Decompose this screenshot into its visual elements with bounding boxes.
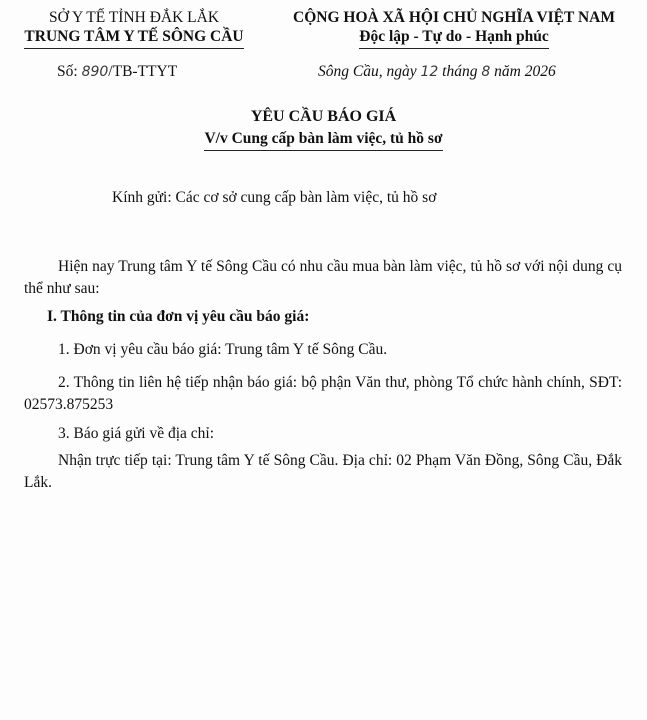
issue-date: Sông Cầu, ngày 12 tháng 8 năm 2026 — [318, 63, 556, 80]
document-title: YÊU CẦU BÁO GIÁ — [250, 108, 397, 125]
item-1: 1. Đơn vị yêu cầu báo giá: Trung tâm Y tế Sông Cầu. — [58, 341, 388, 358]
document-subtitle: V/v Cung cấp bàn làm việc, tủ hồ sơ — [0, 130, 647, 151]
item-2: 2. Thông tin liên hệ tiếp nhận báo giá: bộ phận Văn thư, phòng Tổ chức hành chính, SĐT: 02573.875253 — [24, 374, 622, 413]
center-name: TRUNG TÂM Y TẾ SÔNG CẦU — [24, 27, 243, 49]
issuer-header — [8, 8, 260, 49]
handwritten-number: 890 — [81, 64, 109, 80]
document-number: Số: 890/TB-TTYT — [57, 63, 178, 80]
national-header — [268, 8, 640, 49]
department-name: SỞ Y TẾ TỈNH ĐẮK LẮK — [48, 9, 220, 26]
national-motto: Độc lập - Tự do - Hạnh phúc — [359, 27, 548, 49]
recipient-line: Kính gửi: Các cơ sở cung cấp bàn làm việc, tủ hồ sơ — [112, 189, 437, 206]
handwritten-month: 8 — [481, 64, 491, 80]
item-3-detail: Nhận trực tiếp tại: Trung tâm Y tế Sông Cầu. Địa chỉ: 02 Phạm Văn Đồng, Sông Cầu, Đắk Lắk. — [24, 452, 622, 491]
item-3: 3. Báo giá gửi về địa chỉ: — [58, 425, 215, 442]
section-1-heading: I. Thông tin của đơn vị yêu cầu báo giá: — [47, 308, 310, 325]
intro-paragraph: Hiện nay Trung tâm Y tế Sông Cầu có nhu cầu mua bàn làm việc, tủ hồ sơ với nội dung cụ thể như sau: — [24, 258, 622, 297]
handwritten-day: 12 — [420, 64, 439, 80]
country-name: CỘNG HOÀ XÃ HỘI CHỦ NGHĨA VIỆT NAM — [293, 9, 615, 26]
